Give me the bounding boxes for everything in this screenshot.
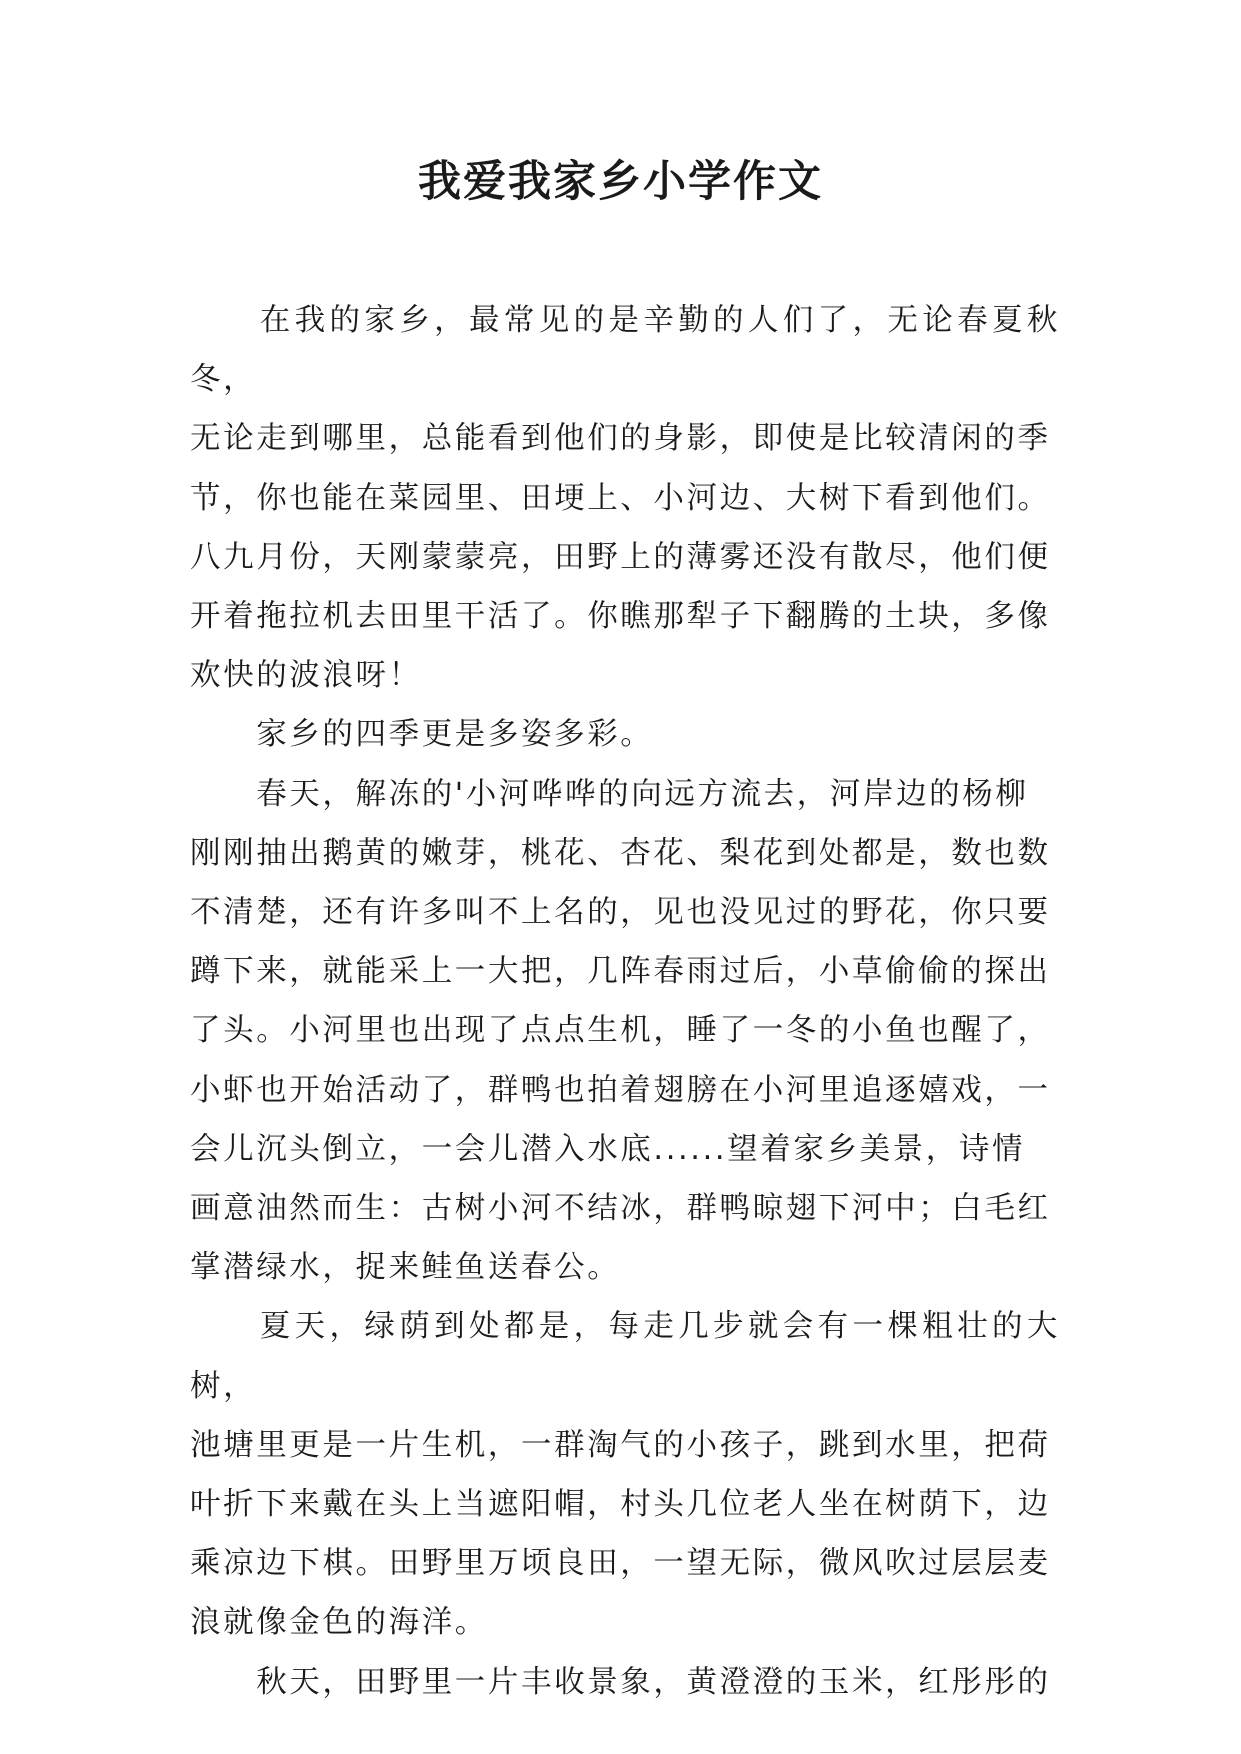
text-line: 会儿沉头倒立，一会儿潜入水底......望着家乡美景，诗情 — [190, 1131, 1026, 1167]
text-line: 浪就像金色的海洋。 — [190, 1605, 488, 1641]
text-line: 叶折下来戴在头上当遮阳帽，村头几位老人坐在树荫下，边 — [190, 1487, 1051, 1523]
text-line: 画意油然而生：古树小河不结冰，群鸭晾翅下河中；白毛红 — [190, 1191, 1051, 1227]
text-line: 节，你也能在菜园里、田埂上、小河边、大树下看到他们。 — [190, 480, 1051, 516]
document-body — [190, 291, 1060, 1712]
text-line: 无论走到哪里，总能看到他们的身影，即使是比较清闲的季 — [190, 421, 1051, 457]
text-line: 开着拖拉机去田里干活了。你瞧那犁子下翻腾的土块，多像 — [190, 599, 1051, 635]
text-line: 蹲下来，就能采上一大把，几阵春雨过后，小草偷偷的探出 — [190, 954, 1051, 990]
text-line: 秋天，田野里一片丰收景象，黄澄澄的玉米，红彤彤的 — [190, 1664, 1051, 1700]
document-title: 我爱我家乡小学作文 — [418, 157, 823, 207]
text-line: 八九月份，天刚蒙蒙亮，田野上的薄雾还没有散尽，他们便 — [190, 539, 1051, 575]
text-line: 掌潜绿水，捉来鲑鱼送春公。 — [190, 1250, 621, 1286]
text-line: 家乡的四季更是多姿多彩。 — [190, 717, 654, 753]
text-line: 春天，解冻的'小河哗哗的向远方流去，河岸边的杨柳 — [190, 776, 1029, 812]
text-line: 池塘里更是一片生机，一群淘气的小孩子，跳到水里，把荷 — [190, 1427, 1051, 1463]
text-line: 小虾也开始活动了，群鸭也拍着翅膀在小河里追逐嬉戏，一 — [190, 1072, 1051, 1108]
text-line: 在我的家乡，最常见的是辛勤的人们了，无论春夏秋冬， — [190, 303, 1060, 398]
text-line: 不清楚，还有许多叫不上名的，见也没见过的野花，你只要 — [190, 895, 1051, 931]
text-line: 夏天，绿荫到处都是，每走几步就会有一棵粗壮的大树， — [190, 1309, 1060, 1404]
text-line: 欢快的波浪呀！ — [190, 658, 422, 694]
text-line: 刚刚抽出鹅黄的嫩芽，桃花、杏花、梨花到处都是，数也数 — [190, 835, 1051, 871]
text-line: 了头。小河里也出现了点点生机，睡了一冬的小鱼也醒了， — [190, 1013, 1051, 1049]
text-line: 乘凉边下棋。田野里万顷良田，一望无际，微风吹过层层麦 — [190, 1546, 1051, 1582]
